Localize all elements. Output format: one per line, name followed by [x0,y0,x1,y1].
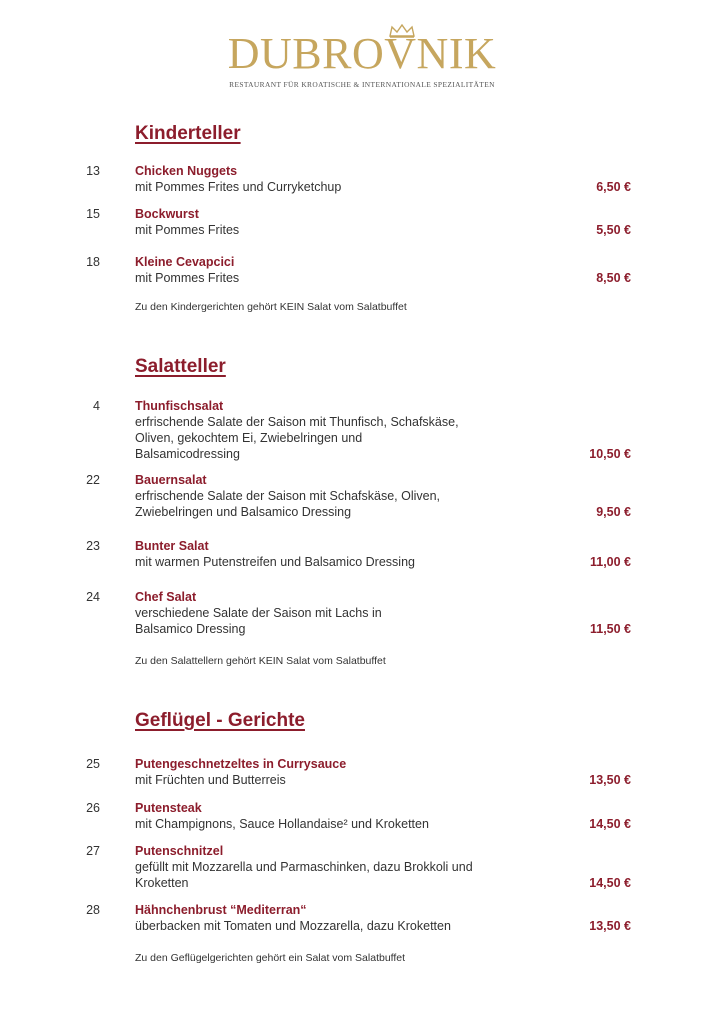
item-description: verschiedene Salate der Saison mit Lachs in Balsamico Dressing [135,606,382,636]
item-description: mit Champignons, Sauce Hollandaise² und Kroketten [135,817,429,831]
item-description: mit Früchten und Butterreis [135,773,286,787]
item-name: Bauernsalat [135,473,207,487]
item-name: Bunter Salat [135,539,209,553]
item-name: Chef Salat [135,590,197,604]
item-number: 18 [86,255,100,269]
item-name: Putensteak [135,801,202,815]
item-number: 25 [86,757,100,771]
section-note: Zu den Salattellern gehört KEIN Salat vom Salatbuffet [135,655,386,667]
item-name: Chicken Nuggets [135,164,238,178]
item-number: 13 [86,164,100,178]
section-note: Zu den Kindergerichten gehört KEIN Salat vom Salatbuffet [135,301,407,313]
section-title-kinderteller: Kinderteller [135,123,241,144]
logo-subtitle: RESTAURANT FÜR KROATISCHE & INTERNATIONALE SPEZIALITÄTEN [229,80,495,89]
item-description: erfrischende Salate der Saison mit Schafskäse, Oliven, Zwiebelringen und Balsamico Dressing [135,489,441,519]
item-name: Putengeschnetzeltes in Currysauce [135,757,347,771]
section-note: Zu den Geflügelgerichten gehört ein Salat vom Salatbuffet [135,952,406,964]
item-description: mit Pommes Frites [135,271,240,285]
item-number: 28 [86,903,100,917]
item-description: überbacken mit Tomaten und Mozzarella, dazu Kroketten [135,919,451,933]
item-name: Putenschnitzel [135,844,224,858]
item-description: erfrischende Salate der Saison mit Thunfisch, Schafskäse, Oliven, gekochtem Ei, Zwiebelringen und Balsamicodressing [135,415,459,461]
item-description: mit Pommes Frites [135,223,240,237]
item-number: 4 [93,399,100,413]
item-number: 26 [86,801,100,815]
crown-icon [388,24,416,38]
section-title-gefluegel: Geflügel - Gerichte [135,710,305,731]
item-name: Kleine Cevapcici [135,255,235,269]
item-description: mit Pommes Frites und Curryketchup [135,180,342,194]
logo-name: DUBROVNIK [228,30,497,78]
section-title-salatteller: Salatteller [135,356,226,377]
item-number: 23 [86,539,100,553]
item-description: gefüllt mit Mozzarella und Parmaschinken, dazu Brokkoli und Kroketten [135,860,473,890]
item-number: 27 [86,844,100,858]
item-number: 24 [86,590,100,604]
item-name: Hähnchenbrust “Mediterran“ [135,903,307,917]
item-name: Bockwurst [135,207,199,221]
item-number: 15 [86,207,100,221]
item-number: 22 [86,473,100,487]
item-name: Thunfischsalat [135,399,224,413]
item-description: mit warmen Putenstreifen und Balsamico Dressing [135,555,415,569]
restaurant-logo [0,30,724,89]
